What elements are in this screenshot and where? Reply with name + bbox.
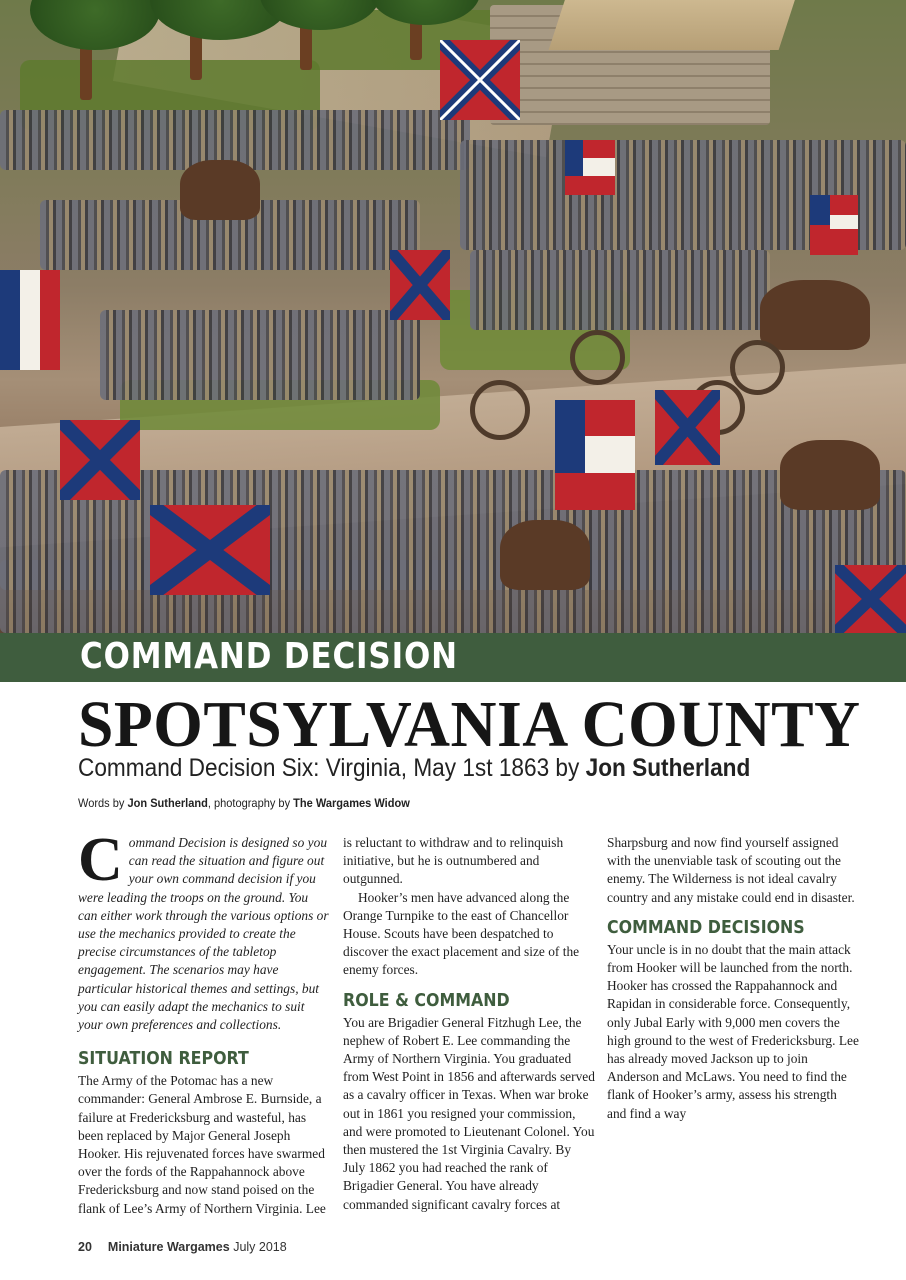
credit-photo-label: , photography by [207,796,294,810]
cannon-wheel [570,330,625,385]
situation-paragraph-2: Hooker’s men have advanced along the Orange Turnpike to the east of Chancellor House. Scouts have been despatched to discover the exact placement and size of the enemy forces. [343,889,580,978]
infantry-line [470,250,770,330]
hero-photo [0,0,906,633]
cavalry-horse [180,160,260,220]
state-flag [810,195,858,255]
credit-words-name: Jon Sutherland [127,796,208,810]
section-band-title: COMMAND DECISION [80,636,458,677]
intro-text: ommand Decision is designed so you can read the situation and figure out your own command decision if you were leading the troops on the ground. You can either work through the various options or use the mechanics provided to create the precise circumstances of the tabletop engagement. The scenarios may have particular historical themes and settings, but you can easily adapt the mechanics to suit your own preferences and collections. [78,835,329,1033]
role-paragraph: You are Brigadier General Fitzhugh Lee, the nephew of Robert E. Lee commanding the Army of Northern Virginia. You graduated from West Point in 1856 and afterwards served as a cavalry officer in Texas. When war broke out in 1861 you resigned your commission, and were promoted to Lieutenant Colonel. You then mustered the 1st Virginia Cavalry. By July 1862 you had reached the rank of Brigadier General. You have already commanded significant cavalry forces at [343,1014,595,1212]
situation-report-heading: SITUATION REPORT [78,1048,249,1070]
decisions-paragraph: Your uncle is in no doubt that the main attack from Hooker will be launched from the north. Hooker has crossed the Rappahannock and Rapidan in considerable force. Consequently, only Jubal Early with 9,000 men covers the high ground to the west of Fredericksburg. Lee has already moved Jackson up to join Anderson and McLaws. You need to find the flank of Hooker’s army, assess his strength and find a way [607,941,859,1121]
regimental-flag [0,270,60,370]
regimental-flag [555,400,635,510]
situation-paragraph-1: The Army of the Potomac has a new commander: General Ambrose E. Burnside, a failure at Fredericksburg and wasteful, has been replaced by Major General Joseph Hooker. His rejuvenated forces have swarmed over the fords of the Rappahannock above Fredericksburg and now stand poised on the flank of Lee’s Army of Northern Virginia. Lee [78,1073,326,1216]
magazine-name: Miniature Wargames [107,1240,230,1254]
section-band [0,633,906,682]
byline [78,796,410,810]
cavalry-horse [760,280,870,350]
credit-words-label: Words by [78,796,128,810]
article-column-2 [343,834,595,1214]
state-flag [565,140,615,195]
command-decisions-heading: COMMAND DECISIONS [607,916,805,938]
article-title: SPOTSYLVANIA COUNTY [78,688,861,761]
drop-cap: C [78,826,123,894]
cabin-roof [549,0,802,50]
intro-paragraph [78,826,330,1034]
subtitle-text: Command Decision Six: Virginia, May 1st 1863 by [78,754,586,782]
situation-paragraph-1-cont: is reluctant to withdraw and to relinquish initiative, but he is outnumbered and outgunned. [343,835,564,887]
cavalry-horse [500,520,590,590]
credit-photo-name: The Wargames Widow [293,796,410,810]
page-number: 20 [78,1240,92,1254]
confederate-flag [835,565,906,633]
article-column-3 [607,834,859,1123]
confederate-flag [390,250,450,320]
confederate-flag [150,505,270,595]
cavalry-horse [780,440,880,510]
confederate-flag [440,40,520,120]
infantry-line [0,560,906,633]
role-command-heading: ROLE & COMMAND [343,989,510,1011]
article-column-1 [78,826,330,1218]
issue-date: July 2018 [233,1240,287,1254]
role-paragraph-cont: Sharpsburg and now find yourself assigned with the unenviable task of scouting out the enemy. The Wilderness is not ideal cavalry country and any mistake could end in disaster. [607,835,855,905]
infantry-line [100,310,420,400]
subtitle-author: Jon Sutherland [585,754,751,782]
article-subtitle [78,754,750,783]
confederate-flag [655,390,720,465]
cannon-wheel [730,340,785,395]
page-footer [78,1240,287,1254]
confederate-flag [60,420,140,500]
cannon-wheel [470,380,530,440]
